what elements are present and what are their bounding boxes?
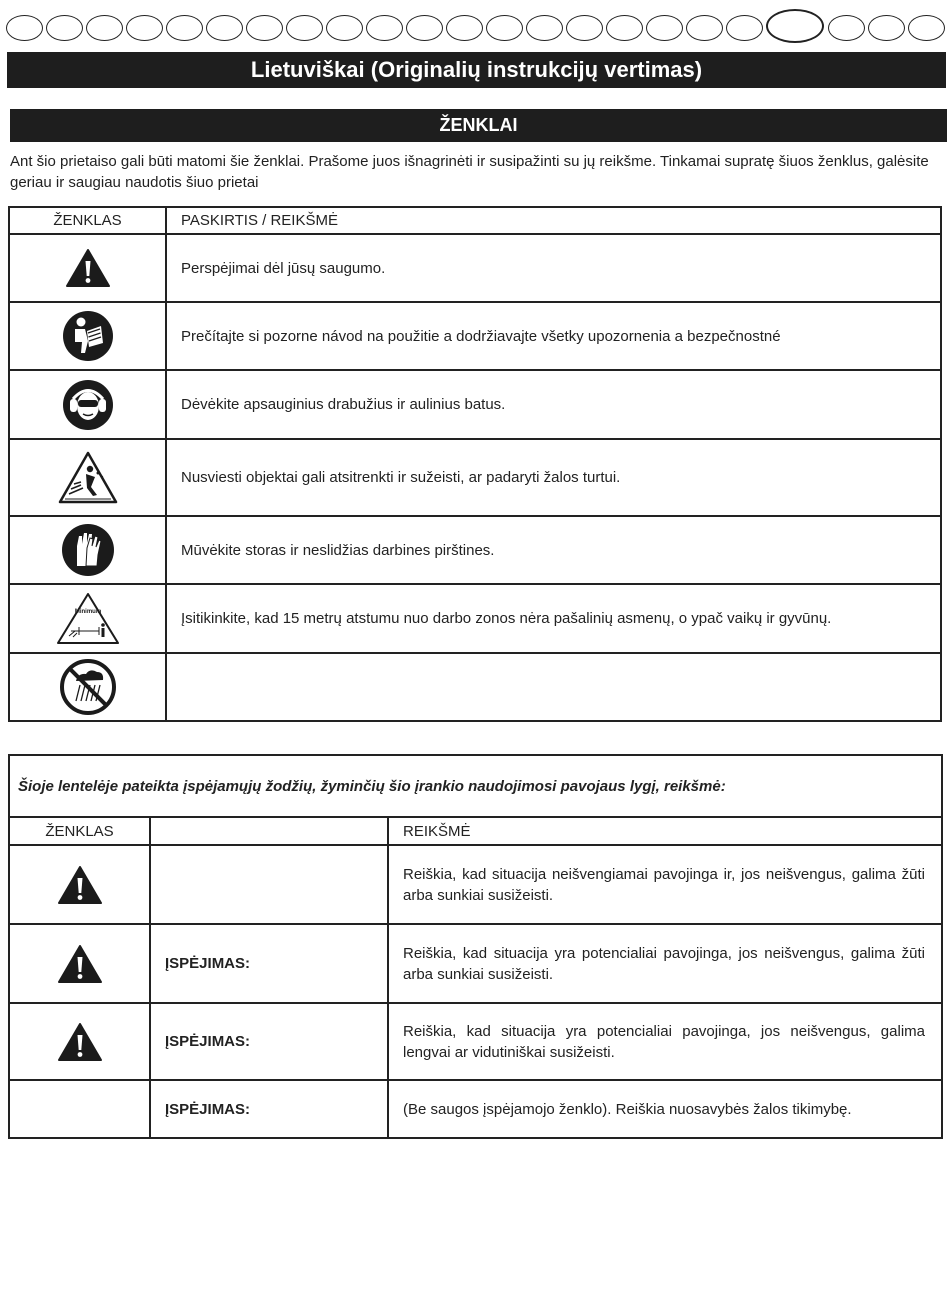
signal-meaning: (Be saugos įspėjamojo ženklo). Reiškia nuosavybės žalos tikimybę. bbox=[388, 1080, 942, 1138]
language-tab[interactable] bbox=[486, 15, 523, 41]
signal-words-table bbox=[8, 754, 943, 1139]
signal-meaning: Reiškia, kad situacija neišvengiamai pavojinga ir, jos neišvengus, galima žūti arba sunkiai susižeisti. bbox=[388, 845, 942, 924]
language-tab-active[interactable] bbox=[766, 9, 824, 43]
language-tab[interactable] bbox=[526, 15, 563, 41]
symbol-meaning bbox=[166, 653, 941, 721]
language-tab[interactable] bbox=[566, 15, 603, 41]
table-row bbox=[9, 302, 941, 370]
eye-ear-protection-icon bbox=[61, 378, 115, 432]
signal-word bbox=[150, 845, 388, 924]
table-row bbox=[9, 924, 942, 1003]
symbol-meaning: Mūvėkite storas ir neslidžias darbines pirštines. bbox=[166, 516, 941, 584]
warning-triangle-icon bbox=[57, 865, 103, 905]
table-row bbox=[9, 1080, 942, 1138]
column-header-symbol: ŽENKLAS bbox=[9, 817, 150, 845]
no-rain-icon bbox=[58, 657, 118, 717]
language-tab[interactable] bbox=[726, 15, 763, 41]
column-header-symbol: ŽENKLAS bbox=[9, 207, 166, 234]
gloves-icon bbox=[60, 522, 116, 578]
symbol-meaning: Prečítajte si pozorne návod na použitie a dodržiavajte všetky upozornenia a bezpečnostné bbox=[166, 302, 941, 370]
language-tab[interactable] bbox=[646, 15, 683, 41]
table-row bbox=[9, 439, 941, 516]
language-tab[interactable] bbox=[908, 15, 945, 41]
column-header-meaning: PASKIRTIS / REIKŠMĖ bbox=[166, 207, 941, 234]
symbols-table bbox=[8, 206, 942, 722]
thrown-objects-icon bbox=[57, 450, 119, 506]
table-row bbox=[9, 516, 941, 584]
language-tab[interactable] bbox=[686, 15, 723, 41]
signal-word: ĮSPĖJIMAS: bbox=[150, 924, 388, 1003]
language-tab[interactable] bbox=[326, 15, 363, 41]
table-row bbox=[9, 370, 941, 439]
page-title: Lietuviškai (Originalių instrukcijų vertimas) bbox=[7, 52, 946, 88]
language-tab[interactable] bbox=[366, 15, 403, 41]
language-tab[interactable] bbox=[206, 15, 243, 41]
signal-word: ĮSPĖJIMAS: bbox=[150, 1003, 388, 1080]
language-tab[interactable] bbox=[6, 15, 43, 41]
signal-meaning: Reiškia, kad situacija yra potencialiai pavojinga, jos neišvengus, galima žūti arba sunkiai susižeisti. bbox=[388, 924, 942, 1003]
section-title: ŽENKLAI bbox=[10, 109, 947, 142]
table-row bbox=[9, 234, 941, 302]
column-header-word bbox=[150, 817, 388, 845]
table-row bbox=[9, 653, 941, 721]
warning-triangle-icon bbox=[57, 1022, 103, 1062]
keep-distance-icon-label: Minimum bbox=[74, 608, 101, 615]
keep-distance-icon bbox=[55, 591, 121, 647]
warning-triangle-icon bbox=[65, 248, 111, 288]
language-tabs bbox=[6, 9, 946, 43]
language-tab[interactable] bbox=[246, 15, 283, 41]
symbol-meaning: Įsitikinkite, kad 15 metrų atstumu nuo darbo zonos nėra pašalinių asmenų, o ypač vaikų ir gyvūnų. bbox=[166, 584, 941, 653]
signal-word: ĮSPĖJIMAS: bbox=[150, 1080, 388, 1138]
language-tab[interactable] bbox=[828, 15, 865, 41]
read-manual-icon bbox=[61, 309, 115, 363]
symbol-meaning: Nusviesti objektai gali atsitrenkti ir sužeisti, ar padaryti žalos turtui. bbox=[166, 439, 941, 516]
language-tab[interactable] bbox=[286, 15, 323, 41]
column-header-meaning: REIKŠMĖ bbox=[388, 817, 942, 845]
intro-text: Ant šio prietaiso gali būti matomi šie ženklai. Prašome juos išnagrinėti ir susipažinti su jų reikšme. Tinkamai supratę šiuos ženklus, galėsite geriau ir saugiau naudotis šiuo prietai bbox=[10, 153, 929, 191]
table-row bbox=[9, 1003, 942, 1080]
language-tab[interactable] bbox=[868, 15, 905, 41]
table-row bbox=[9, 845, 942, 924]
language-tab[interactable] bbox=[606, 15, 643, 41]
symbol-meaning: Perspėjimai dėl jūsų saugumo. bbox=[166, 234, 941, 302]
language-tab[interactable] bbox=[446, 15, 483, 41]
table-caption: Šioje lentelėje pateikta įspėjamųjų žodžių, žyminčių šio įrankio naudojimosi pavojaus lygį, reikšmė: bbox=[9, 755, 942, 817]
warning-triangle-icon bbox=[57, 944, 103, 984]
language-tab[interactable] bbox=[166, 15, 203, 41]
language-tab[interactable] bbox=[406, 15, 443, 41]
language-tab[interactable] bbox=[126, 15, 163, 41]
signal-meaning: Reiškia, kad situacija yra potencialiai pavojinga, jos neišvengus, galima lengvai ar vidutiniškai susižeisti. bbox=[388, 1003, 942, 1080]
language-tab[interactable] bbox=[86, 15, 123, 41]
language-tab[interactable] bbox=[46, 15, 83, 41]
symbol-meaning: Dėvėkite apsauginius drabužius ir aulinius batus. bbox=[166, 370, 941, 439]
table-row bbox=[9, 584, 941, 653]
